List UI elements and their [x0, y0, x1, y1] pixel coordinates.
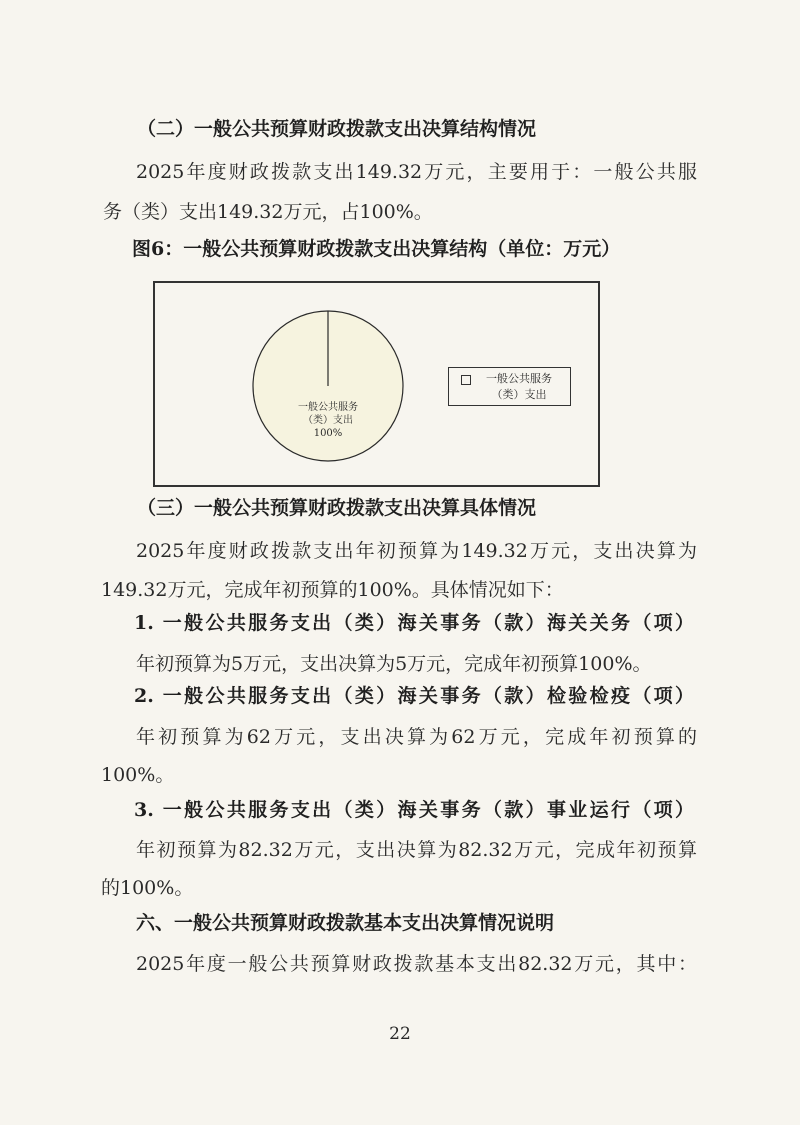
section-6-text: 2025年度一般公共预算财政拨款基本支出82.32万元，其中： — [136, 953, 697, 975]
legend-line-2: （类）支出 — [491, 388, 547, 401]
paragraph-2-line-2: 149.32万元，完成年初预算的100%。具体情况如下： — [101, 579, 564, 601]
item-2-text-line-1: 年初预算为62万元，支出决算为62万元，完成年初预算的 — [136, 726, 697, 748]
figure-caption: 图6：一般公共预算财政拨款支出决算结构（单位：万元） — [132, 238, 621, 260]
legend-swatch-icon — [461, 375, 471, 385]
chart-legend — [448, 367, 571, 406]
heading-2: （二）一般公共预算财政拨款支出决算结构情况 — [137, 118, 537, 140]
item-3-text-line-1: 年初预算为82.32万元，支出决算为82.32万元，完成年初预算 — [136, 839, 697, 861]
heading-3: （三）一般公共预算财政拨款支出决算具体情况 — [137, 497, 537, 519]
item-1-title: 1. 一般公共服务支出（类）海关事务（款）海关关务（项） — [134, 612, 694, 634]
paragraph-1-line-2: 务（类）支出149.32万元，占100%。 — [103, 201, 433, 223]
item-2-text-line-2: 100%。 — [101, 764, 175, 786]
paragraph-1-line-1: 2025年度财政拨款支出149.32万元，主要用于：一般公共服 — [136, 161, 697, 183]
item-3-text-line-2: 的100%。 — [101, 877, 194, 899]
pie-label-line-1: 一般公共服务 — [298, 402, 358, 413]
pie-label-line-3: 100% — [313, 428, 343, 439]
item-1-text: 年初预算为5万元，支出决算为5万元，完成年初预算100%。 — [136, 653, 652, 675]
section-6-title: 六、一般公共预算财政拨款基本支出决算情况说明 — [136, 912, 555, 934]
pie-label-line-2: （类）支出 — [303, 415, 353, 426]
paragraph-2-line-1: 2025年度财政拨款支出年初预算为149.32万元，支出决算为 — [136, 540, 697, 562]
legend-line-1: 一般公共服务 — [486, 372, 552, 385]
pie-chart — [153, 281, 600, 487]
pie-slice-label — [283, 401, 373, 440]
item-2-title: 2. 一般公共服务支出（类）海关事务（款）检验检疫（项） — [134, 685, 694, 707]
page-number: 22 — [389, 1024, 411, 1044]
item-3-title: 3. 一般公共服务支出（类）海关事务（款）事业运行（项） — [134, 799, 694, 821]
legend-entry — [473, 371, 565, 403]
